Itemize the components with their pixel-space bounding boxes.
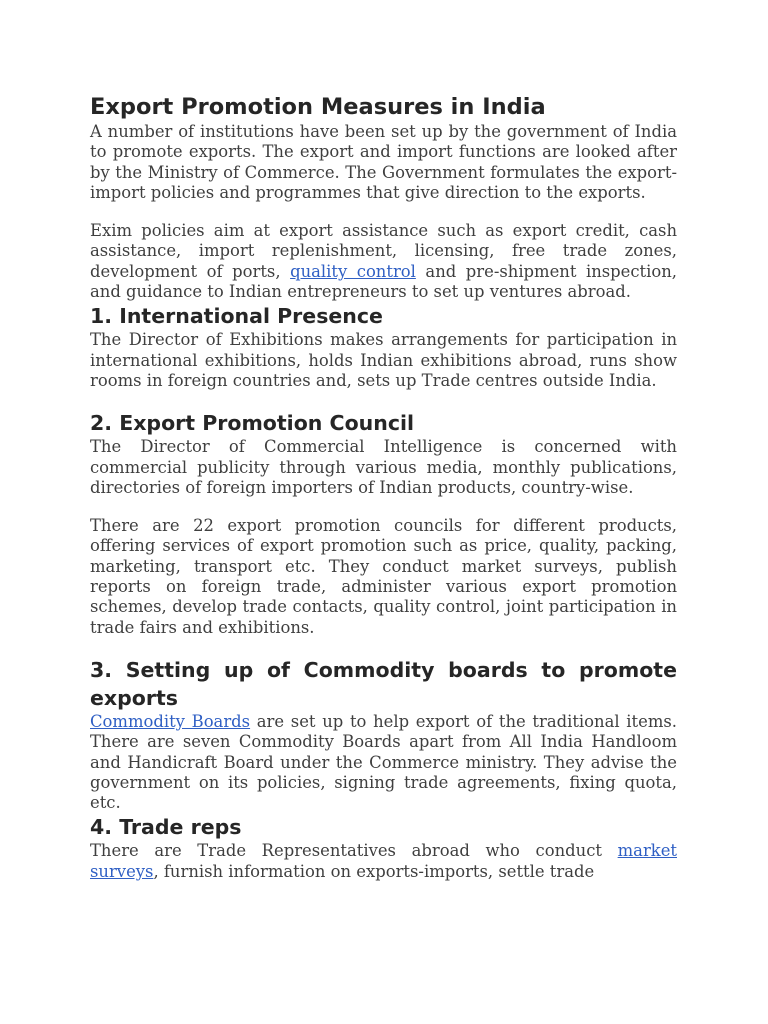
intro-paragraph-1: A number of institutions have been set up by the government of India to promote exports. The export and import functions are looked after by the Ministry of Commerce. The Government formulates the export-import policies and programmes that give direction to the exports. (90, 122, 677, 202)
intro-paragraph-2 (90, 221, 677, 302)
intro-p2-text-after: and pre-shipment inspection, and guidance to Indian entrepreneurs to set up ventures abroad. (90, 261, 678, 302)
section-4-text-before: There are Trade Representatives abroad who conduct (90, 841, 618, 861)
commodity-boards-link[interactable]: Commodity Boards (90, 711, 251, 731)
market-surveys-link[interactable]: market surveys (90, 841, 677, 881)
document-page (90, 88, 677, 882)
section-4-paragraph (90, 841, 677, 882)
section-heading-international-presence: 1. International Presence (90, 304, 383, 329)
page-title: Export Promotion Measures in India (90, 94, 546, 120)
intro-p2-text-before: Exim policies aim at export assistance such as export credit, cash assistance, import replenishment, licensing, free trade zones, development of ports, (90, 221, 677, 281)
section-heading-export-promotion-council: 2. Export Promotion Council (90, 411, 415, 436)
section-heading-trade-reps: 4. Trade reps (90, 815, 242, 840)
section-1-paragraph: The Director of Exhibitions makes arrangements for participation in international exhibitions, holds Indian exhibitions abroad, runs show rooms in foreign countries and, sets up Trade centres outside India. (90, 330, 677, 390)
section-2-paragraph-1: The Director of Commercial Intelligence is concerned with commercial publicity through various media, monthly publications, directories of foreign importers of Indian products, country-wise. (90, 437, 677, 497)
section-3-text-after: are set up to help export of the traditional items. There are seven Commodity Boards apart from All India Handloom and Handicraft Board under the Commerce ministry. They advise the government on its policies, signing trade agreements, fixing quota, etc. (90, 711, 677, 813)
section-3-paragraph (90, 712, 677, 813)
section-heading-commodity-boards: 3. Setting up of Commodity boards to promote exports (90, 657, 677, 710)
quality-control-link[interactable]: quality control (290, 261, 416, 281)
section-2-paragraph-2: There are 22 export promotion councils for different products, offering services of export promotion such as price, quality, packing, marketing, transport etc. They conduct market surveys, publish reports on foreign trade, administer various export promotion schemes, develop trade contacts, quality control, joint participation in trade fairs and exhibitions. (90, 516, 677, 637)
section-4-text-after: , furnish information on exports-imports, settle trade (153, 861, 595, 881)
